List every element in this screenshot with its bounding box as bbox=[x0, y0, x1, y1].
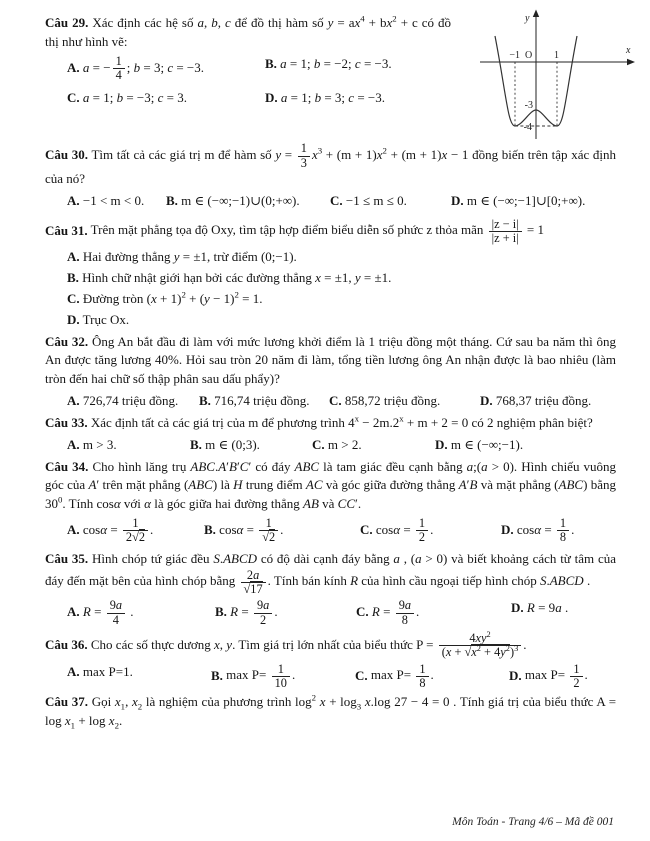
tick-label-yneg3: -3 bbox=[524, 100, 533, 111]
option-value: a = − $\frac{1}{4}$ ; b = 3; c = −3. bbox=[82, 53, 205, 83]
option-letter: C. bbox=[67, 290, 80, 306]
question-29-body: Xác định các hệ số a, b, c để đồ thị hàm số $y = ax^4 + bx^2 + c$ có đồ thị như hình vẽ: bbox=[45, 13, 452, 49]
option-letter: B. bbox=[67, 270, 79, 286]
option-value: −1 ≤ m ≤ 0. bbox=[345, 192, 407, 208]
option-letter: C. bbox=[312, 436, 325, 452]
option-letter: A. bbox=[67, 521, 80, 537]
option-letter: A. bbox=[67, 192, 80, 208]
option-30-A bbox=[67, 192, 166, 211]
option-31-B bbox=[67, 269, 616, 288]
option-35-A bbox=[67, 599, 215, 627]
question-31-text bbox=[45, 218, 616, 246]
option-value: m > 2. bbox=[327, 436, 362, 452]
question-34 bbox=[45, 458, 616, 545]
question-31-body: Trên mặt phẳng tọa độ Oxy, tìm tập hợp điểm biểu diễn số phức z thỏa mãn $\frac{|z - i|}{|z + i|}$ = 1 bbox=[90, 216, 544, 245]
question-33 bbox=[45, 414, 616, 455]
function-graph bbox=[478, 8, 640, 146]
option-31-C bbox=[67, 290, 616, 309]
question-34-options bbox=[45, 517, 616, 545]
option-value: a = 1; b = −2; c = −3. bbox=[280, 55, 392, 71]
option-letter: A. bbox=[67, 436, 80, 452]
option-letter: B. bbox=[204, 521, 216, 537]
question-35-text bbox=[45, 550, 616, 597]
option-34-D bbox=[501, 517, 616, 545]
x-axis-label: x bbox=[626, 45, 631, 56]
option-value: m ∈ (−∞;−1]∪[0;+∞). bbox=[466, 192, 586, 208]
question-32-body: Ông An bắt đầu đi làm với mức lương khởi điểm là 1 triệu đồng một tháng. Cứ sau ba năm thì ông An được tăng lương 40%. Hỏi sau tròn 20 năm đi làm, tổng tiền lương ông An nhận được là bao nhiêu (làm tròn đến hai chữ số thập phân sau dấu phẩy)? bbox=[45, 333, 616, 387]
option-value: max P=1. bbox=[82, 663, 133, 679]
y-axis bbox=[533, 10, 539, 140]
option-letter: A. bbox=[67, 604, 80, 620]
option-letter: D. bbox=[67, 311, 80, 327]
question-31 bbox=[45, 218, 616, 330]
question-33-body: Xác định tất cả các giá trị của m để phương trình $4^x - 2m.2^x + m + 2 = 0$ có 2 nghiệm phân biệt? bbox=[90, 413, 593, 430]
question-29-number: Câu 29. bbox=[45, 15, 89, 30]
question-30 bbox=[45, 142, 616, 210]
question-37-number: Câu 37. bbox=[45, 694, 89, 710]
option-value: m ∈ (0;3). bbox=[205, 436, 260, 452]
page-footer: Môn Toán - Trang 4/6 – Mã đề 001 bbox=[452, 816, 614, 829]
option-letter: D. bbox=[480, 393, 493, 409]
option-32-B bbox=[199, 392, 329, 411]
option-value: max P= $\frac{1}{10}$ . bbox=[226, 661, 296, 690]
question-32 bbox=[45, 333, 616, 411]
option-letter: B. bbox=[265, 55, 277, 71]
option-letter: D. bbox=[451, 192, 464, 208]
option-36-A bbox=[67, 663, 211, 691]
option-value: max P= $\frac{1}{8}$ . bbox=[370, 661, 434, 690]
option-35-C bbox=[356, 599, 511, 627]
option-value: Trục Ox. bbox=[82, 311, 130, 327]
option-35-B bbox=[215, 599, 356, 627]
option-letter: A. bbox=[67, 59, 80, 75]
option-value: Hai đường thẳng y = ±1, trừ điểm (0;−1). bbox=[82, 249, 297, 265]
option-35-D bbox=[511, 599, 616, 627]
option-33-A bbox=[67, 436, 190, 455]
question-36-options bbox=[45, 663, 616, 691]
option-value: Hình chữ nhật giới hạn bởi các đường thẳng x = ±1, y = ±1. bbox=[82, 270, 392, 286]
question-33-number: Câu 33. bbox=[45, 414, 88, 430]
option-letter: D. bbox=[435, 436, 448, 452]
question-34-number: Câu 34. bbox=[45, 458, 89, 474]
option-36-D bbox=[509, 663, 616, 691]
origin-label: O bbox=[525, 50, 533, 61]
option-letter: A. bbox=[67, 249, 80, 265]
option-value: m ∈ (−∞;−1). bbox=[450, 436, 524, 452]
tick-label-yneg4: -4 bbox=[523, 122, 532, 133]
question-34-body: Cho hình lăng trụ ABC.A′B′C′ có đáy ABC là tam giác đều cạnh bằng a;(a > 0). Hình chiếu vuông góc của A′ trên mặt phẳng (ABC) là H trung điểm AC và góc giữa đường thẳng A′B và mặt phẳng (ABC) bằng $30^0$. Tính cosα với α là góc giữa hai đường thẳng AB và CC′. bbox=[45, 458, 617, 512]
question-36-number: Câu 36. bbox=[45, 636, 88, 652]
question-32-options bbox=[45, 392, 616, 411]
question-36-body: Cho các số thực dương x, y. Tìm giá trị lớn nhất của biểu thức P = $\frac{4xy^2}{(x + √x^2 + 4y^2)^3}$ . bbox=[90, 629, 527, 660]
option-value: a = 1; b = −3; c = 3. bbox=[82, 90, 187, 106]
option-letter: B. bbox=[211, 667, 223, 683]
option-34-B bbox=[204, 517, 360, 545]
option-value: m > 3. bbox=[82, 436, 117, 452]
option-30-B bbox=[166, 192, 330, 211]
option-36-C bbox=[355, 663, 509, 691]
option-31-D bbox=[67, 311, 616, 330]
option-value: 726,74 triệu đồng. bbox=[82, 393, 179, 409]
question-35 bbox=[45, 550, 616, 627]
question-30-options bbox=[45, 192, 616, 211]
question-30-number: Câu 30. bbox=[45, 147, 89, 162]
question-32-number: Câu 32. bbox=[45, 333, 89, 349]
option-value: R = $\frac{9a}{2}$ . bbox=[230, 598, 278, 627]
option-value: 768,37 triệu đồng. bbox=[495, 393, 592, 409]
question-31-options bbox=[45, 248, 616, 329]
question-36 bbox=[45, 629, 616, 690]
question-34-text bbox=[45, 458, 616, 515]
option-32-A bbox=[67, 392, 199, 411]
option-letter: D. bbox=[501, 521, 514, 537]
option-value: m ∈ (−∞;−1)∪(0;+∞). bbox=[181, 192, 300, 208]
option-value: 858,72 triệu đồng. bbox=[344, 393, 441, 409]
option-letter: C. bbox=[360, 521, 373, 537]
option-letter: B. bbox=[190, 436, 202, 452]
y-axis-label: y bbox=[525, 13, 530, 24]
question-33-text bbox=[45, 414, 616, 433]
question-33-options bbox=[45, 436, 616, 455]
option-letter: A. bbox=[67, 663, 80, 679]
option-29-A bbox=[67, 55, 265, 83]
question-35-number: Câu 35. bbox=[45, 550, 89, 566]
option-32-C bbox=[329, 392, 480, 411]
option-33-C bbox=[312, 436, 435, 455]
option-29-C bbox=[67, 89, 265, 108]
option-letter: D. bbox=[265, 90, 278, 106]
question-37-text bbox=[45, 693, 616, 731]
option-value: cosα = $\frac{1}{2}$ . bbox=[375, 516, 434, 545]
option-value: R = $\frac{9a}{8}$ . bbox=[371, 598, 420, 627]
question-31-number: Câu 31. bbox=[45, 222, 88, 238]
option-value: −1 < m < 0. bbox=[82, 192, 145, 208]
option-letter: C. bbox=[67, 90, 80, 106]
option-32-D bbox=[480, 392, 616, 411]
question-32-text bbox=[45, 333, 616, 390]
option-letter: C. bbox=[356, 604, 369, 620]
option-33-D bbox=[435, 436, 616, 455]
option-letter: C. bbox=[329, 393, 342, 409]
option-value: R = 9a . bbox=[526, 600, 569, 616]
option-letter: B. bbox=[199, 393, 211, 409]
question-35-options bbox=[45, 599, 616, 627]
option-value: a = 1; b = 3; c = −3. bbox=[280, 90, 385, 106]
option-letter: B. bbox=[215, 604, 227, 620]
option-letter: D. bbox=[509, 667, 522, 683]
option-value: cosα = $\frac{1}{2√2}$ . bbox=[82, 516, 154, 545]
option-36-B bbox=[211, 663, 355, 691]
question-30-body: Tìm tất cả các giá trị m để hàm số y = $\frac{1}{3}$ $x^3 + (m + 1)x^2 + (m + 1)x - 1$ đồng biến trên tập xác định của nó? bbox=[45, 141, 617, 186]
option-value: Đường tròn $(x + 1)^2 + (y - 1)^2 = 1$. bbox=[82, 289, 263, 306]
option-value: cosα = $\frac{1}{√2}$ . bbox=[219, 516, 284, 545]
question-30-text bbox=[45, 142, 616, 189]
option-letter: C. bbox=[355, 667, 368, 683]
question-35-body: Hình chóp tứ giác đều S.ABCD có độ dài cạnh đáy bằng a , (a > 0) và biết khoảng cách từ tâm của đáy đến mặt bên của hình chóp bằng $\frac{2a}{√17}$ . Tính bán kính R của hình cầu ngoại tiếp hình chóp S.ABCD . bbox=[45, 550, 616, 596]
question-37 bbox=[45, 693, 616, 731]
option-value: cosα = $\frac{1}{8}$ . bbox=[516, 516, 575, 545]
option-34-A bbox=[67, 517, 204, 545]
option-33-B bbox=[190, 436, 312, 455]
option-31-A bbox=[67, 248, 616, 267]
option-value: 716,74 triệu đồng. bbox=[214, 393, 310, 409]
question-37-body: Gọi $x_1$, $x_2$ là nghiệm của phương trình $\log^2 x + \log_3 x.\log$ 27 − 4 = 0 . Tính giá trị của biểu thức $A = \log x_1 + \log x_2$. bbox=[45, 692, 617, 731]
option-30-C bbox=[330, 192, 451, 211]
question-36-text bbox=[45, 629, 616, 660]
tick-label-x1: 1 bbox=[554, 50, 559, 61]
option-value: R = $\frac{9a}{4}$ . bbox=[82, 598, 134, 627]
option-30-D bbox=[451, 192, 616, 211]
option-letter: B. bbox=[166, 192, 178, 208]
tick-label-xneg1: −1 bbox=[509, 50, 520, 61]
option-letter: C. bbox=[330, 192, 343, 208]
option-letter: A. bbox=[67, 393, 80, 409]
option-34-C bbox=[360, 517, 501, 545]
option-value: max P= $\frac{1}{2}$ . bbox=[524, 661, 588, 690]
option-letter: D. bbox=[511, 600, 524, 616]
